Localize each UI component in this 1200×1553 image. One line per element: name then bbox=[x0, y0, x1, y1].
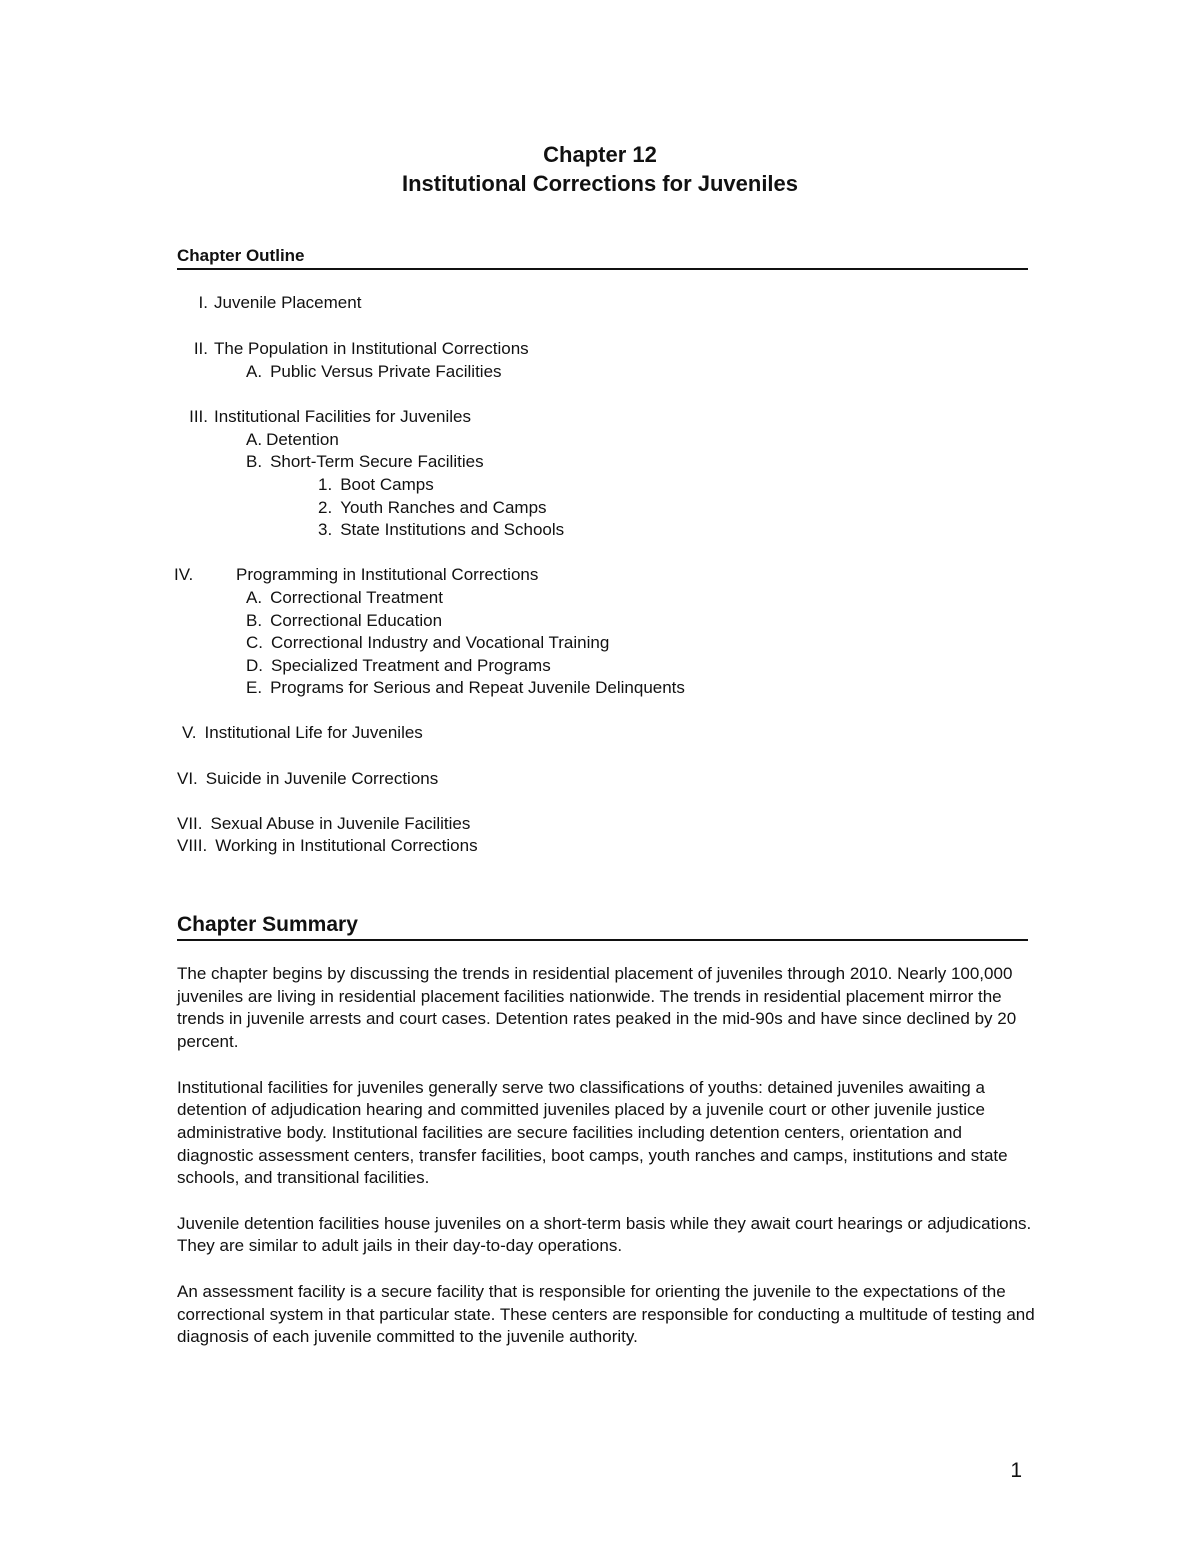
outline-section bbox=[177, 768, 438, 790]
outline-subsection bbox=[246, 429, 339, 451]
outline-subsection-letter: A. bbox=[246, 362, 263, 381]
outline-section bbox=[150, 338, 529, 360]
outline-section bbox=[150, 564, 538, 586]
page-number: 1 bbox=[1010, 1459, 1022, 1482]
summary-paragraph: Institutional facilities for juveniles generally serve two classifications of youths: detained juveniles awaiting a detention of adjudication hearing and committed juveniles placed by a juvenile court or other juvenile justice administrative body. Institutional facilities are secure facilities including detention centers, orientation and diagnostic assessment centers, transfer facilities, boot camps, youth ranches and camps, institutions and state schools, and transitional facilities. bbox=[177, 1077, 1008, 1188]
outline-section-label: Suicide in Juvenile Corrections bbox=[205, 769, 439, 788]
outline-section bbox=[150, 292, 361, 314]
summary-paragraph: Juvenile detention facilities house juveniles on a short-term basis while they await court hearings or adjudications. They are similar to adult jails in their day-to-day operations. bbox=[177, 1213, 1032, 1256]
outline-subsection-label: Correctional Industry and Vocational Training bbox=[271, 633, 610, 652]
outline-section-number: III. bbox=[189, 407, 208, 426]
outline-item-label: Youth Ranches and Camps bbox=[340, 498, 547, 517]
chapter-title bbox=[0, 140, 1200, 198]
outline-subsection-label: Specialized Treatment and Programs bbox=[271, 656, 551, 675]
outline-section-label: Programming in Institutional Corrections bbox=[236, 565, 539, 584]
outline-item bbox=[318, 519, 564, 541]
outline-section-number: V. bbox=[182, 723, 197, 742]
outline-subsection-letter: C. bbox=[246, 633, 263, 652]
outline-item-label: State Institutions and Schools bbox=[340, 520, 565, 539]
outline-section-label: Juvenile Placement bbox=[214, 293, 362, 312]
chapter-summary bbox=[177, 963, 1037, 1372]
outline-section-label: The Population in Institutional Corrections bbox=[214, 339, 529, 358]
outline-section-label: Sexual Abuse in Juvenile Facilities bbox=[210, 814, 471, 833]
outline-section-number: VII. bbox=[177, 814, 203, 833]
outline-item-number: 2. bbox=[318, 498, 333, 517]
outline-section bbox=[182, 722, 423, 744]
outline-section bbox=[150, 406, 471, 428]
outline-section-number: VIII. bbox=[177, 836, 208, 855]
outline-subsection bbox=[246, 677, 685, 699]
outline-section-number: IV. bbox=[174, 565, 194, 584]
outline-item bbox=[318, 474, 434, 496]
summary-paragraph: The chapter begins by discussing the trends in residential placement of juveniles through 2010. Nearly 100,000 juveniles are living in residential placement facilities nationwide. The trends in residential placement mirror the trends in juvenile arrests and court cases. Detention rates peaked in the mid-90s and have since declined by 20 percent. bbox=[177, 964, 1017, 1052]
chapter-name: Institutional Corrections for Juveniles bbox=[401, 171, 799, 196]
outline-subsection-label: Short-Term Secure Facilities bbox=[270, 452, 484, 471]
outline-subsection-letter: A. bbox=[246, 430, 263, 449]
outline-subsection bbox=[246, 610, 442, 632]
outline-subsection-letter: B. bbox=[246, 611, 263, 630]
outline-subsection-letter: B. bbox=[246, 452, 263, 471]
outline-heading: Chapter Outline bbox=[177, 245, 1028, 270]
outline-subsection-letter: D. bbox=[246, 656, 263, 675]
outline-subsection bbox=[246, 587, 443, 609]
outline-item-label: Boot Camps bbox=[340, 475, 434, 494]
summary-paragraph: An assessment facility is a secure facility that is responsible for orienting the juvenile to the expectations of the correctional system in that particular state. These centers are responsible for conducting a multitude of testing and diagnosis of each juvenile committed to the juvenile authority. bbox=[177, 1281, 1035, 1347]
outline-section-number: II. bbox=[193, 339, 208, 358]
outline-section-label: Working in Institutional Corrections bbox=[215, 836, 478, 855]
outline-subsection bbox=[246, 655, 551, 677]
outline-subsection-letter: A. bbox=[246, 588, 263, 607]
outline-section bbox=[177, 835, 478, 857]
outline-subsection-label: Public Versus Private Facilities bbox=[270, 362, 502, 381]
outline-subsection-label: Correctional Education bbox=[270, 611, 443, 630]
outline-section-number: I. bbox=[198, 293, 208, 312]
outline-section bbox=[177, 813, 470, 835]
outline-subsection bbox=[246, 361, 502, 383]
outline-subsection bbox=[246, 632, 609, 654]
outline-section-label: Institutional Life for Juveniles bbox=[204, 723, 423, 742]
outline-item bbox=[318, 497, 547, 519]
outline-section-label: Institutional Facilities for Juveniles bbox=[214, 407, 472, 426]
outline-item-number: 3. bbox=[318, 520, 333, 539]
chapter-number: Chapter 12 bbox=[543, 142, 657, 167]
outline-subsection-letter: E. bbox=[246, 678, 263, 697]
outline-section-number: VI. bbox=[177, 769, 198, 788]
outline-subsection-label: Correctional Treatment bbox=[270, 588, 443, 607]
outline-item-number: 1. bbox=[318, 475, 333, 494]
outline-subsection bbox=[246, 451, 484, 473]
outline-subsection-label: Detention bbox=[266, 430, 339, 449]
summary-heading: Chapter Summary bbox=[177, 911, 1028, 941]
outline-subsection-label: Programs for Serious and Repeat Juvenile Delinquents bbox=[270, 678, 685, 697]
